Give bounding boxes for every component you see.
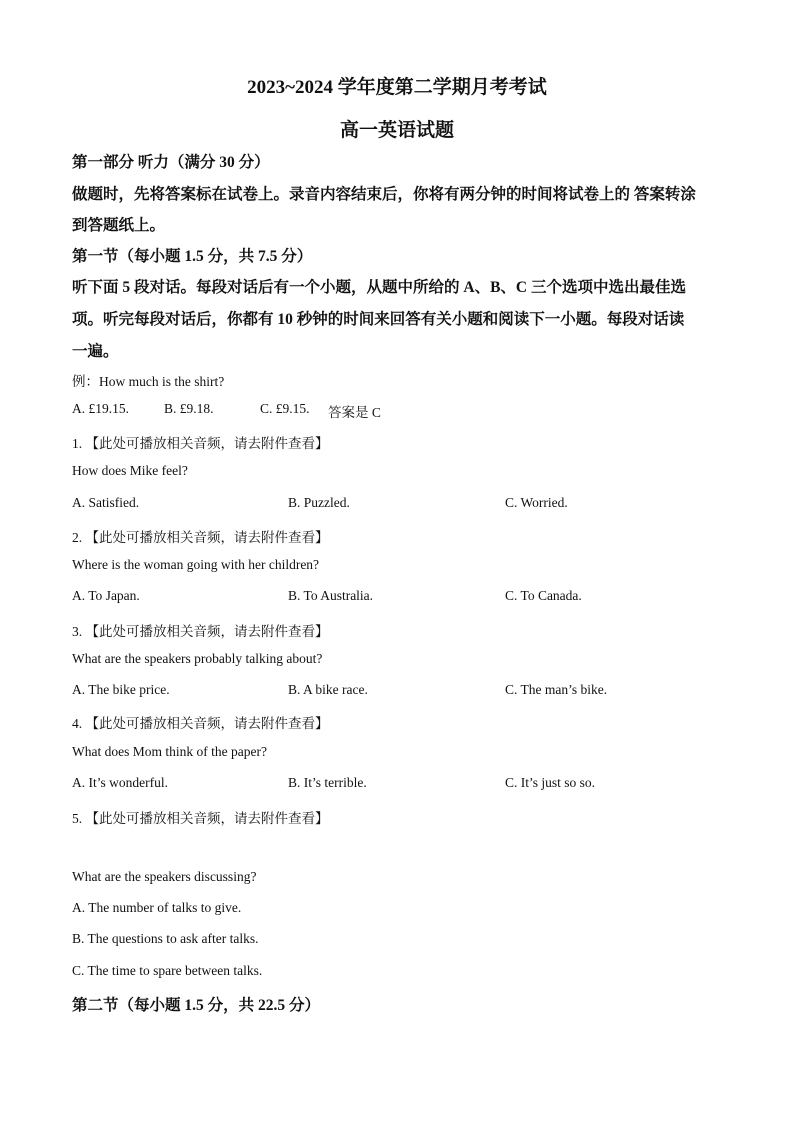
section1-instruction-line1: 听下面 5 段对话。每段对话后有一个小题，从题中所给的 A、B、C 三个选项中选出最佳选 (72, 279, 686, 296)
example-answer: 答案是 C (328, 405, 381, 420)
q3-option-b: B. A bike race. (288, 682, 368, 697)
q1-option-b: B. Puzzled. (288, 495, 350, 510)
q3-audio-note: 3. 【此处可播放相关音频，请去附件查看】 (72, 624, 329, 639)
q5-question: What are the speakers discussing? (72, 869, 257, 884)
q1-question: How does Mike feel? (72, 463, 188, 478)
q4-option-b: B. It’s terrible. (288, 775, 367, 790)
example-option-a: A. £19.15. (72, 401, 129, 416)
exam-title: 2023~2024 学年度第二学期月考考试 (247, 77, 547, 98)
exam-subtitle: 高一英语试题 (339, 120, 454, 141)
q4-option-c: C. It’s just so so. (505, 775, 596, 790)
q4-audio-note: 4. 【此处可播放相关音频，请去附件查看】 (72, 716, 329, 731)
q4-question: What does Mom think of the paper? (72, 744, 267, 759)
example-question: 例：How much is the shirt? (72, 374, 225, 389)
example-option-c: C. £9.15. (260, 401, 310, 416)
q2-option-c: C. To Canada. (505, 588, 582, 603)
part1-instruction-line1: 做题时，先将答案标在试卷上。录音内容结束后，你将有两分钟的时间将试卷上的 答案转涂 (72, 186, 696, 203)
part1-instruction-line2: 到答题纸上。 (72, 217, 166, 234)
q3-option-a: A. The bike price. (72, 682, 170, 697)
part1-heading: 第一部分 听力（满分 30 分） (72, 154, 270, 171)
q1-audio-note: 1. 【此处可播放相关音频，请去附件查看】 (72, 436, 329, 451)
q5-audio-note: 5. 【此处可播放相关音频，请去附件查看】 (72, 811, 329, 826)
q1-option-a: A. Satisfied. (72, 495, 140, 510)
q1-option-c: C. Worried. (505, 495, 568, 510)
example-option-b: B. £9.18. (164, 401, 214, 416)
section1-heading: 第一节（每小题 1.5 分，共 7.5 分） (72, 248, 313, 265)
section1-instruction-line3: 一遍。 (72, 343, 119, 360)
q2-option-b: B. To Australia. (288, 588, 374, 603)
section1-instruction-line2: 项。听完每段对话后，你都有 10 秒钟的时间来回答有关小题和阅读下一小题。每段对话读 (72, 311, 685, 328)
q5-option-c: C. The time to spare between talks. (72, 963, 263, 978)
q2-audio-note: 2. 【此处可播放相关音频，请去附件查看】 (72, 530, 329, 545)
q5-option-b: B. The questions to ask after talks. (72, 931, 259, 946)
q3-question: What are the speakers probably talking about? (72, 651, 323, 666)
q5-option-a: A. The number of talks to give. (72, 900, 242, 915)
q2-option-a: A. To Japan. (72, 588, 140, 603)
q4-option-a: A. It’s wonderful. (72, 775, 168, 790)
q3-option-c: C. The man’s bike. (505, 682, 608, 697)
q2-question: Where is the woman going with her children? (72, 557, 320, 572)
section2-heading: 第二节（每小题 1.5 分，共 22.5 分） (72, 997, 321, 1014)
